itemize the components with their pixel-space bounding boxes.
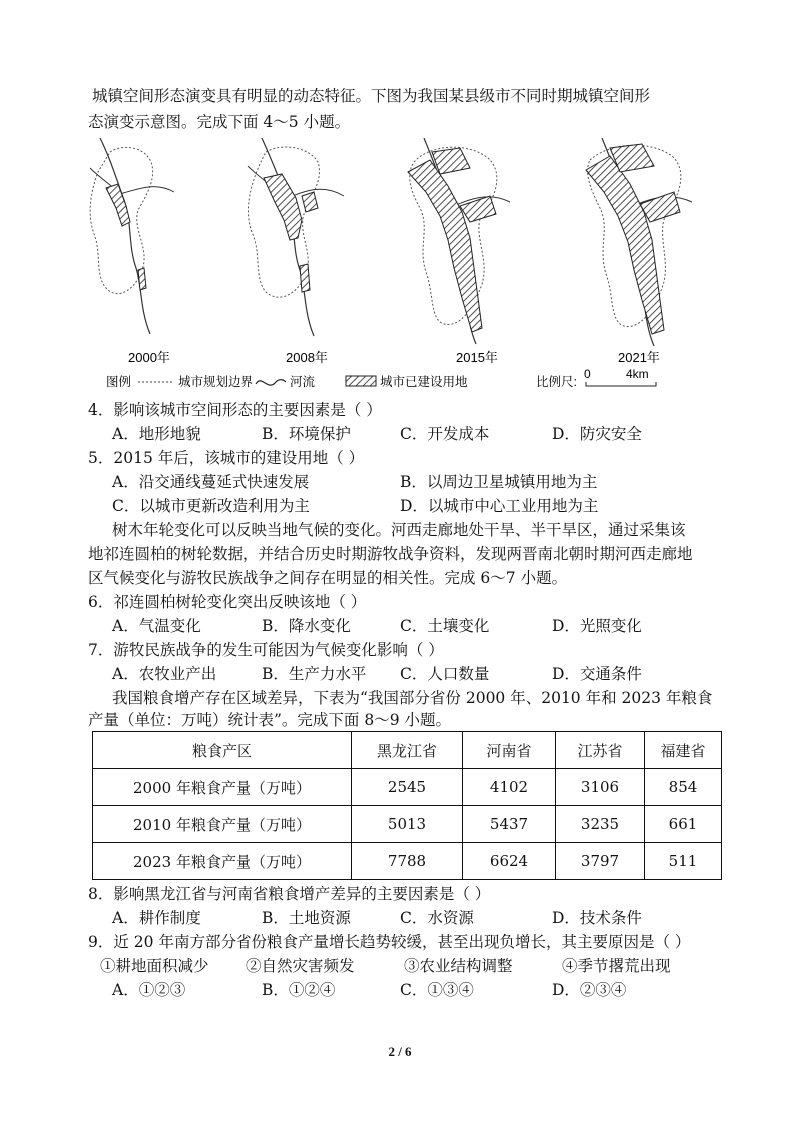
year-label: 2015年	[456, 350, 498, 365]
table-cell: 661	[645, 806, 722, 843]
map-2000	[90, 138, 174, 334]
table-cell: 854	[645, 769, 722, 806]
q8-stem: 8．影响黑龙江省与河南省粮食增产差异的主要因素是（ ）	[88, 885, 491, 903]
table-header-cell: 黑龙江省	[352, 732, 463, 769]
page-number: 2 / 6	[388, 1044, 412, 1059]
table-row	[93, 806, 722, 843]
table-header-cell: 河南省	[463, 732, 556, 769]
river	[100, 138, 150, 334]
q9-statement-4: ④季节撂荒出现	[562, 957, 671, 975]
q5-option-c: C．以城市更新改造利用为主	[112, 497, 310, 515]
q8-option-a: A．耕作制度	[112, 909, 201, 927]
scale-km: 4km	[626, 367, 649, 381]
table-cell: 2023 年粮食产量（万吨）	[93, 843, 352, 880]
map-2008	[248, 138, 344, 336]
passage3-line1: 我国粮食增产存在区域差异，下表为“我国部分省份 2000 年、2010 年和 2023 年粮食	[112, 689, 713, 707]
q7-option-a: A．农牧业产出	[112, 665, 217, 683]
urban-form-figure	[80, 138, 720, 394]
table-header-row	[93, 732, 722, 769]
table-header-cell: 粮食产区	[93, 732, 352, 769]
table-cell: 6624	[463, 843, 556, 880]
q9-statement-3: ③农业结构调整	[404, 957, 513, 975]
year-label: 2021年	[618, 350, 660, 365]
q4-stem: 4．影响该城市空间形态的主要因素是（ ）	[88, 401, 382, 419]
table-cell: 5437	[463, 806, 556, 843]
map-2021	[586, 138, 692, 346]
passage1-line2: 态演变示意图。完成下面 4～5 小题。	[88, 113, 351, 131]
q8-option-c: C．水资源	[400, 909, 474, 927]
built-up-area	[264, 174, 302, 240]
legend-title: 图例	[106, 375, 132, 389]
q6-option-b: B．降水变化	[262, 617, 351, 635]
q8-option-b: B．土地资源	[262, 909, 351, 927]
q9-stem: 9．近 20 年南方部分省份粮食产量增长趋势较缓，甚至出现负增长，其主要原因是（ ）	[88, 933, 691, 951]
table-cell: 3235	[556, 806, 645, 843]
passage2-line1: 树木年轮变化可以反映当地气候的变化。河西走廊地处干旱、半干旱区，通过采集该	[112, 521, 686, 539]
table-cell: 7788	[352, 843, 463, 880]
q6-option-c: C．土壤变化	[400, 617, 490, 635]
table-header-cell: 江苏省	[556, 732, 645, 769]
year-label: 2000年	[128, 350, 170, 365]
built-land-icon	[346, 376, 376, 386]
q5-option-d: D．以城市中心工业用地为主	[400, 497, 599, 515]
built-up-area	[586, 156, 664, 334]
passage2-line2: 地祁连圆柏的树轮数据，并结合历史时期游牧战争资料，发现两晋南北朝时期河西走廊地	[88, 545, 693, 563]
q9-option-c: C．①③④	[400, 981, 474, 999]
q6-option-a: A．气温变化	[112, 617, 201, 635]
legend-river: 河流	[290, 375, 316, 389]
q9-option-d: D．②③④	[552, 981, 627, 999]
q5-option-a: A．沿交通线蔓延式快速发展	[112, 473, 310, 491]
q4-option-b: B．环境保护	[262, 425, 351, 443]
passage2-line3: 区气候变化与游牧民族战争之间存在明显的相关性。完成 6～7 小题。	[88, 569, 568, 587]
table-row	[93, 769, 722, 806]
legend-built: 城市已建设用地	[380, 375, 468, 389]
river	[120, 187, 174, 194]
table-cell: 2000 年粮食产量（万吨）	[93, 769, 352, 806]
river	[262, 138, 314, 336]
q7-option-b: B．生产力水平	[262, 665, 367, 683]
built-up-area	[302, 192, 318, 212]
river	[288, 189, 344, 198]
table-row	[93, 843, 722, 880]
built-up-area	[106, 184, 130, 226]
q4-option-c: C．开发成本	[400, 425, 490, 443]
q4-option-d: D．防灾安全	[552, 425, 642, 443]
scale-zero: 0	[584, 367, 591, 381]
q4-option-a: A．地形地貌	[112, 425, 201, 443]
map-2015	[408, 138, 510, 344]
river-icon	[256, 380, 286, 385]
table-cell: 3797	[556, 843, 645, 880]
built-up-area	[460, 196, 496, 222]
built-up-area	[432, 148, 470, 174]
q7-stem: 7．游牧民族战争的发生可能因为气候变化影响（ ）	[88, 641, 444, 659]
q9-option-a: A．①②③	[112, 981, 186, 999]
legend-boundary: 城市规划边界	[178, 375, 254, 389]
legend	[106, 367, 656, 389]
urban-form-maps	[80, 138, 720, 394]
q6-stem: 6．祁连圆柏树轮变化突出反映该地（ ）	[88, 593, 367, 611]
q7-option-c: C．人口数量	[400, 665, 490, 683]
year-label: 2008年	[286, 350, 328, 365]
table-header-cell: 福建省	[645, 732, 722, 769]
q7-option-d: D．交通条件	[552, 665, 642, 683]
grain-output-table	[92, 731, 722, 880]
q9-statement-1: ①耕地面积减少	[100, 957, 209, 975]
q9-option-b: B．①②④	[262, 981, 336, 999]
q5-stem: 5．2015 年后，该城市的建设用地（ ）	[88, 449, 365, 467]
table-cell: 2545	[352, 769, 463, 806]
q6-option-d: D．光照变化	[552, 617, 642, 635]
scale-label: 比例尺:	[536, 375, 577, 389]
built-up-area	[408, 160, 482, 332]
q5-option-b: B．以周边卫星城镇用地为主	[400, 473, 598, 491]
built-up-area	[300, 264, 310, 292]
table-cell: 2010 年粮食产量（万吨）	[93, 806, 352, 843]
built-up-area	[138, 268, 146, 290]
passage1-line1: 城镇空间形态演变具有明显的动态特征。下图为我国某县级市不同时期城镇空间形	[92, 87, 651, 105]
scale-bar-icon	[586, 382, 656, 386]
passage3-line2: 产量（单位：万吨）统计表”。完成下面 8～9 小题。	[88, 711, 452, 729]
table-cell: 4102	[463, 769, 556, 806]
table-cell: 3106	[556, 769, 645, 806]
table-cell: 511	[645, 843, 722, 880]
table-cell: 5013	[352, 806, 463, 843]
q9-statement-2: ②自然灾害频发	[246, 957, 355, 975]
q8-option-d: D．技术条件	[552, 909, 642, 927]
